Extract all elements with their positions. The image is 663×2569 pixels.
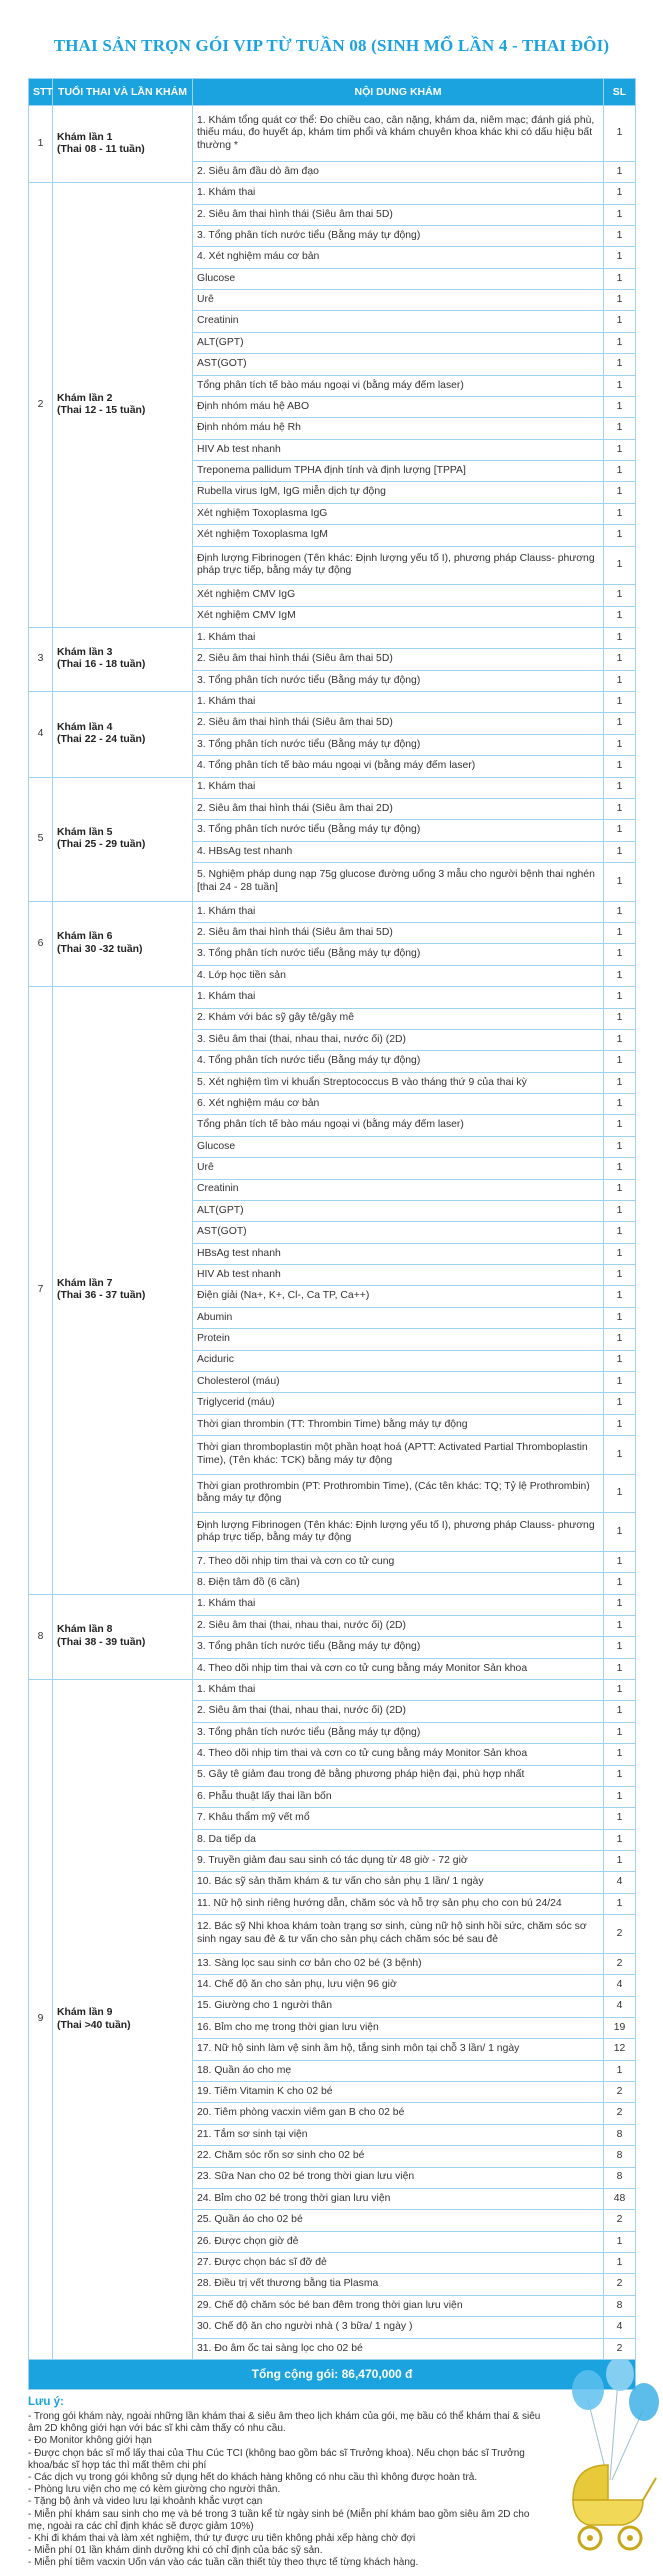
visit-weeks: (Thai 25 - 29 tuần)	[57, 839, 146, 851]
service-qty: 1	[604, 901, 636, 922]
service-item: 26. Được chọn giờ đẻ	[193, 2231, 604, 2252]
service-qty: 1	[604, 1414, 636, 1435]
service-item: Protein	[193, 1329, 604, 1350]
service-qty: 1	[604, 268, 636, 289]
service-qty: 2	[604, 2103, 636, 2124]
visit-label	[53, 183, 193, 628]
service-qty: 1	[604, 396, 636, 417]
service-qty: 2	[604, 2082, 636, 2103]
visit-name: Khám lần 1	[57, 131, 113, 143]
service-item: 14. Chế độ ăn cho sản phụ, lưu viện 96 giờ	[193, 1975, 604, 1996]
service-qty: 1	[604, 1573, 636, 1594]
service-item: Định nhóm máu hệ ABO	[193, 396, 604, 417]
service-qty: 1	[604, 627, 636, 648]
service-item: 27. Được chọn bác sĩ đỡ đẻ	[193, 2253, 604, 2274]
note-item: - Trong gói khám này, ngoài những lần khám thai & siêu âm theo lịch khám của gói, mẹ bầu có thể khám thai & siêu âm 2D không giới hạn với bác sĩ khi cảm thấy có nhu cầu.	[28, 2411, 541, 2435]
package-table	[28, 78, 636, 2390]
service-qty: 1	[604, 692, 636, 713]
notes-label: Lưu ý:	[28, 2396, 64, 2408]
service-qty: 1	[604, 2060, 636, 2081]
service-qty: 1	[604, 1200, 636, 1221]
table-row	[29, 901, 636, 922]
service-qty: 1	[604, 247, 636, 268]
service-item: 4. Tổng phân tích nước tiểu (Bằng máy tự động)	[193, 1051, 604, 1072]
service-item: 18. Quần áo cho mẹ	[193, 2060, 604, 2081]
service-qty: 2	[604, 2274, 636, 2295]
service-qty: 1	[604, 482, 636, 503]
visit-name: Khám lần 9	[57, 2007, 113, 2019]
service-qty: 1	[604, 375, 636, 396]
service-qty: 1	[604, 1179, 636, 1200]
service-item: 3. Tổng phân tích nước tiểu (Bằng máy tự động)	[193, 1637, 604, 1658]
service-qty: 1	[604, 1722, 636, 1743]
service-item: Xét nghiệm Toxoplasma IgM	[193, 525, 604, 546]
note-item: - Miễn phí tiêm vacxin Uốn ván vào các tuần cần thiết tùy theo thực tế từng khách hàng.	[28, 2557, 419, 2569]
service-item: 2. Siêu âm thai hình thái (Siêu âm thai 5D)	[193, 923, 604, 944]
service-qty: 1	[604, 1893, 636, 1914]
visit-label	[53, 692, 193, 778]
service-item: 1. Khám thai	[193, 183, 604, 204]
visit-name: Khám lần 5	[57, 826, 113, 838]
service-item: Creatinin	[193, 1179, 604, 1200]
note-item: - Được chọn bác sĩ mổ lấy thai của Thu Cúc TCI (không bao gồm bác sĩ Trưởng khoa). Nếu chọn bác sĩ Trưởng khoa/bác sĩ hợp tác thì mất thêm chi phí	[28, 2447, 525, 2471]
service-qty: 1	[604, 649, 636, 670]
visit-name: Khám lần 7	[57, 1277, 113, 1289]
visit-weeks: (Thai 36 - 37 tuần)	[57, 1290, 146, 1302]
service-qty: 1	[604, 756, 636, 777]
service-item: 2. Siêu âm thai (thai, nhau thai, nước ối) (2D)	[193, 1615, 604, 1636]
service-item: 6. Phẫu thuật lấy thai lần bốn	[193, 1786, 604, 1807]
service-item: 30. Chế độ ăn cho người nhà ( 3 bữa/ 1 ngày )	[193, 2317, 604, 2338]
service-item: 5. Nghiệm pháp dung nạp 75g glucose đường uống 3 mẫu cho người bệnh thai nghén [thai 24 - 28 tuần]	[193, 863, 604, 902]
note-item: - Các dịch vụ trong gói không sử dụng hết do khách hàng không có nhu cầu thì không được hoàn trả.	[28, 2471, 478, 2483]
service-qty: 19	[604, 2017, 636, 2038]
table-row	[29, 692, 636, 713]
service-qty: 1	[604, 1658, 636, 1679]
visit-stt: 4	[29, 692, 53, 778]
service-item: 10. Bác sỹ sản thăm khám & tư vấn cho sản phụ 1 lần/ 1 ngày	[193, 1872, 604, 1893]
service-qty: 1	[604, 311, 636, 332]
service-item: 2. Siêu âm thai (thai, nhau thai, nước ối) (2D)	[193, 1701, 604, 1722]
service-item: Aciduric	[193, 1350, 604, 1371]
service-item: Treponema pallidum TPHA định tính và định lượng [TPPA]	[193, 461, 604, 482]
service-qty: 4	[604, 1996, 636, 2017]
service-item: 3. Tổng phân tích nước tiểu (Bằng máy tự động)	[193, 820, 604, 841]
service-item: 1. Khám thai	[193, 987, 604, 1008]
service-qty: 1	[604, 1393, 636, 1414]
service-item: ALT(GPT)	[193, 1200, 604, 1221]
service-qty: 1	[604, 670, 636, 691]
service-qty: 1	[604, 461, 636, 482]
service-qty: 8	[604, 2167, 636, 2188]
service-item: Xét nghiệm CMV IgG	[193, 585, 604, 606]
visit-weeks: (Thai 38 - 39 tuần)	[57, 1636, 146, 1648]
service-qty: 1	[604, 1008, 636, 1029]
service-item: 21. Tắm sơ sinh tại viện	[193, 2124, 604, 2145]
baby-carriage-balloons-icon	[548, 2360, 663, 2560]
service-item: 4. Tổng phân tích tế bào máu ngoại vi (bằng máy đếm laser)	[193, 756, 604, 777]
visit-name: Khám lần 8	[57, 1624, 113, 1636]
service-qty: 1	[604, 525, 636, 546]
service-qty: 2	[604, 1953, 636, 1974]
total-row	[29, 2360, 636, 2390]
service-qty: 1	[604, 1072, 636, 1093]
service-qty: 1	[604, 1680, 636, 1701]
service-qty: 1	[604, 1765, 636, 1786]
service-item: HIV Ab test nhanh	[193, 439, 604, 460]
service-item: 12. Bác sỹ Nhi khoa khám toàn trạng sơ sinh, cùng nữ hộ sinh hồi sức, chăm sóc sơ sinh ngay sau đẻ & tư vấn cho sản phụ cách chăm sóc bé sau đẻ	[193, 1915, 604, 1954]
service-item: Thời gian thromboplastin một phần hoạt hoá (APTT: Activated Partial Thromboplastin Time), (Tên khác: TCK) bằng máy tự động	[193, 1436, 604, 1475]
service-qty: 1	[604, 1615, 636, 1636]
service-item: Điện giải (Na+, K+, Cl-, Ca TP, Ca++)	[193, 1286, 604, 1307]
table-header-row	[29, 79, 636, 106]
visit-name: Khám lần 6	[57, 931, 113, 943]
service-item: 3. Tổng phân tích nước tiểu (Bằng máy tự động)	[193, 670, 604, 691]
service-item: Tổng phân tích tế bào máu ngoại vi (bằng máy đếm laser)	[193, 1115, 604, 1136]
service-item: Creatinin	[193, 311, 604, 332]
header-stt: STT	[29, 79, 53, 106]
service-qty: 1	[604, 585, 636, 606]
service-qty: 8	[604, 2146, 636, 2167]
service-item: 17. Nữ hộ sinh làm vệ sinh âm hộ, tắng sinh môn tại chỗ 3 lần/ 1 ngày	[193, 2039, 604, 2060]
service-qty: 1	[604, 1371, 636, 1392]
service-item: 2. Siêu âm thai hình thái (Siêu âm thai 2D)	[193, 798, 604, 819]
service-item: 1. Khám thai	[193, 692, 604, 713]
service-qty: 1	[604, 1051, 636, 1072]
service-item: 7. Theo dõi nhịp tim thai và cơn co tử cung	[193, 1551, 604, 1572]
service-item: 4. Theo dõi nhịp tim thai và cơn co tử cung bằng máy Monitor Sản khoa	[193, 1744, 604, 1765]
service-item: 6. Xét nghiệm máu cơ bản	[193, 1094, 604, 1115]
table-row	[29, 183, 636, 204]
service-item: Glucose	[193, 1136, 604, 1157]
visit-weeks: (Thai 30 -32 tuần)	[57, 943, 143, 955]
service-qty: 1	[604, 987, 636, 1008]
service-qty: 1	[604, 1115, 636, 1136]
service-qty: 8	[604, 2124, 636, 2145]
service-qty: 1	[604, 1551, 636, 1572]
service-qty: 1	[604, 1851, 636, 1872]
service-qty: 1	[604, 225, 636, 246]
note-item: - Miễn phí khám sau sinh cho mẹ và bé trong 3 tuần kể từ ngày sinh bé (Miễn phí khám bao gồm siêu âm 2D cho mẹ, ngoài ra các chỉ định khác sẽ được giảm 10%)	[28, 2508, 530, 2532]
service-item: Thời gian prothrombin (PT: Prothrombin Time), (Các tên khác: TQ; Tỷ lệ Prothrombin) bằng máy tự động	[193, 1474, 604, 1513]
service-qty: 1	[604, 734, 636, 755]
visit-name: Khám lần 3	[57, 647, 113, 658]
visit-weeks: (Thai 12 - 15 tuần)	[57, 405, 146, 417]
service-item: 22. Chăm sóc rốn sơ sinh cho 02 bé	[193, 2146, 604, 2167]
service-qty: 1	[604, 290, 636, 311]
service-qty: 4	[604, 2317, 636, 2338]
service-qty: 1	[604, 944, 636, 965]
notes-section	[28, 2395, 548, 2569]
service-item: 2. Khám với bác sỹ gây tê/gây mê	[193, 1008, 604, 1029]
service-item: HBsAg test nhanh	[193, 1243, 604, 1264]
service-item: 1. Khám thai	[193, 777, 604, 798]
service-item: Xét nghiệm Toxoplasma IgG	[193, 503, 604, 524]
service-qty: 1	[604, 1265, 636, 1286]
service-qty: 1	[604, 439, 636, 460]
service-item: 4. HBsAg test nhanh	[193, 841, 604, 862]
visit-label	[53, 627, 193, 691]
service-item: 1. Khám tổng quát cơ thể: Đo chiều cao, cân nặng, khám da, niêm mạc; đánh giá phù, thiếu máu, đo huyết áp, khám tim phổi và khám chuyên khoa khác khi có dấu hiệu bất thường *	[193, 106, 604, 162]
service-qty: 1	[604, 1286, 636, 1307]
service-qty: 2	[604, 2210, 636, 2231]
visit-weeks: (Thai >40 tuần)	[57, 2019, 131, 2031]
service-qty: 1	[604, 1744, 636, 1765]
service-item: 4. Xét nghiệm máu cơ bản	[193, 247, 604, 268]
visit-label	[53, 1680, 193, 2360]
service-qty: 4	[604, 1872, 636, 1893]
header-content: NỘI DUNG KHÁM	[193, 79, 604, 106]
header-visit: TUỔI THAI VÀ LẦN KHÁM	[53, 79, 193, 106]
service-qty: 1	[604, 1029, 636, 1050]
service-item: 28. Điều trị vết thương bằng tia Plasma	[193, 2274, 604, 2295]
service-item: 3. Tổng phân tích nước tiểu (Bằng máy tự động)	[193, 225, 604, 246]
visit-label	[53, 901, 193, 987]
service-item: 8. Điện tâm đồ (6 cần)	[193, 1573, 604, 1594]
service-item: 2. Siêu âm thai hình thái (Siêu âm thai 5D)	[193, 204, 604, 225]
service-qty: 1	[604, 1158, 636, 1179]
service-qty: 1	[604, 503, 636, 524]
visit-weeks: (Thai 08 - 11 tuần)	[57, 144, 145, 156]
visit-stt: 8	[29, 1594, 53, 1680]
service-qty: 1	[604, 1307, 636, 1328]
service-qty: 1	[604, 965, 636, 986]
visit-label	[53, 777, 193, 901]
visit-weeks: (Thai 16 - 18 tuần)	[57, 659, 146, 671]
service-item: Định lượng Fibrinogen (Tên khác: Định lượng yếu tố I), phương pháp Clauss- phương pháp trực tiếp, bằng máy tự động	[193, 1513, 604, 1552]
service-item: Thời gian thrombin (TT: Thrombin Time) bằng máy tự động	[193, 1414, 604, 1435]
service-qty: 4	[604, 1975, 636, 1996]
service-qty: 1	[604, 161, 636, 182]
service-item: Xét nghiệm CMV IgM	[193, 606, 604, 627]
visit-stt: 1	[29, 106, 53, 183]
table-row	[29, 1594, 636, 1615]
service-qty: 1	[604, 923, 636, 944]
service-item: 3. Tổng phân tích nước tiểu (Bằng máy tự động)	[193, 944, 604, 965]
service-qty: 1	[604, 106, 636, 162]
service-qty: 1	[604, 1136, 636, 1157]
service-qty: 1	[604, 606, 636, 627]
service-item: 1. Khám thai	[193, 1680, 604, 1701]
visit-label	[53, 987, 193, 1594]
service-item: 7. Khâu thẩm mỹ vết mổ	[193, 1808, 604, 1829]
service-qty: 1	[604, 2253, 636, 2274]
page-title: THAI SẢN TRỌN GÓI VIP TỪ TUẦN 08 (SINH MỔ LẦN 4 - THAI ĐÔI)	[53, 36, 610, 55]
header-qty: SL	[604, 79, 636, 106]
note-item: - Miễn phí 01 lần khám dinh dưỡng khi có chỉ định của bác sỹ sản.	[28, 2545, 323, 2557]
service-item: 2. Siêu âm thai hình thái (Siêu âm thai 5D)	[193, 649, 604, 670]
note-item: - Khi đi khám thai và làm xét nghiệm, thứ tự được ưu tiên không phải xếp hàng chờ đợi	[28, 2532, 416, 2544]
package-total: Tổng cộng gói: 86,470,000 đ	[29, 2360, 636, 2390]
visit-stt: 7	[29, 987, 53, 1594]
visit-stt: 3	[29, 627, 53, 691]
visit-name: Khám lần 2	[57, 392, 113, 404]
service-qty: 1	[604, 1350, 636, 1371]
service-item: 13. Sàng lọc sau sinh cơ bản cho 02 bé (3 bệnh)	[193, 1953, 604, 1974]
service-item: Glucose	[193, 268, 604, 289]
service-item: 2. Siêu âm thai hình thái (Siêu âm thai 5D)	[193, 713, 604, 734]
service-item: 2. Siêu âm đầu dò âm đạo	[193, 161, 604, 182]
service-qty: 8	[604, 2295, 636, 2316]
service-item: 3. Tổng phân tích nước tiểu (Bằng máy tự động)	[193, 734, 604, 755]
visit-stt: 6	[29, 901, 53, 987]
notes-list	[28, 2411, 548, 2569]
service-qty: 2	[604, 1915, 636, 1954]
service-item: 8. Da tiếp da	[193, 1829, 604, 1850]
note-item: - Phòng lưu viện cho mẹ có kèm giường cho người thân.	[28, 2484, 281, 2496]
service-item: 3. Tổng phân tích nước tiểu (Bằng máy tự động)	[193, 1722, 604, 1743]
service-item: 15. Giường cho 1 người thân	[193, 1996, 604, 2017]
service-item: Định lượng Fibrinogen (Tên khác: Định lượng yếu tố I), phương pháp Clauss- phương pháp trực tiếp, bằng máy tự động	[193, 546, 604, 585]
service-item: Tổng phân tích tế bào máu ngoại vi (bằng máy đếm laser)	[193, 375, 604, 396]
service-qty: 1	[604, 546, 636, 585]
service-item: 5. Xét nghiệm tìm vi khuẩn Streptococcus B vào tháng thứ 9 của thai kỳ	[193, 1072, 604, 1093]
service-qty: 1	[604, 1329, 636, 1350]
visit-stt: 9	[29, 1680, 53, 2360]
service-item: 1. Khám thai	[193, 627, 604, 648]
visit-stt: 5	[29, 777, 53, 901]
service-qty: 1	[604, 1094, 636, 1115]
service-qty: 1	[604, 1222, 636, 1243]
table-row	[29, 987, 636, 1008]
service-qty: 1	[604, 1243, 636, 1264]
table-row	[29, 1680, 636, 1701]
service-item: Rubella virus IgM, IgG miễn dịch tự động	[193, 482, 604, 503]
service-qty: 1	[604, 1474, 636, 1513]
service-item: Cholesterol (máu)	[193, 1371, 604, 1392]
service-item: AST(GOT)	[193, 1222, 604, 1243]
visit-name: Khám lần 4	[57, 721, 113, 733]
service-item: 19. Tiêm Vitamin K cho 02 bé	[193, 2082, 604, 2103]
service-qty: 12	[604, 2039, 636, 2060]
service-qty: 1	[604, 354, 636, 375]
table-row	[29, 627, 636, 648]
service-item: 29. Chế độ chăm sóc bé ban đêm trong thời gian lưu viện	[193, 2295, 604, 2316]
service-item: ALT(GPT)	[193, 332, 604, 353]
service-item: 3. Siêu âm thai (thai, nhau thai, nước ối) (2D)	[193, 1029, 604, 1050]
note-item: - Đo Monitor không giới hạn	[28, 2435, 152, 2447]
service-qty: 1	[604, 1829, 636, 1850]
service-qty: 2	[604, 2338, 636, 2359]
service-item: 1. Khám thai	[193, 1594, 604, 1615]
service-qty: 1	[604, 2231, 636, 2252]
service-qty: 1	[604, 1786, 636, 1807]
service-qty: 1	[604, 204, 636, 225]
visit-stt: 2	[29, 183, 53, 628]
service-qty: 1	[604, 841, 636, 862]
service-item: Định nhóm máu hệ Rh	[193, 418, 604, 439]
service-item: 24. Bỉm cho 02 bé trong thời gian lưu viện	[193, 2188, 604, 2209]
service-item: 16. Bỉm cho mẹ trong thời gian lưu viện	[193, 2017, 604, 2038]
service-item: 25. Quần áo cho 02 bé	[193, 2210, 604, 2231]
service-qty: 1	[604, 1436, 636, 1475]
service-item: 4. Theo dõi nhịp tim thai và cơn co tử cung bằng máy Monitor Sản khoa	[193, 1658, 604, 1679]
service-item: 5. Gây tê giảm đau trong đẻ bằng phương pháp hiện đại, phù hợp nhất	[193, 1765, 604, 1786]
service-item: 20. Tiêm phòng vacxin viêm gan B cho 02 bé	[193, 2103, 604, 2124]
service-item: 9. Truyền giảm đau sau sinh có tác dụng từ 48 giờ - 72 giờ	[193, 1851, 604, 1872]
service-qty: 1	[604, 1594, 636, 1615]
service-item: Urê	[193, 290, 604, 311]
service-item: AST(GOT)	[193, 354, 604, 375]
service-qty: 1	[604, 183, 636, 204]
service-item: Triglycerid (máu)	[193, 1393, 604, 1414]
service-item: 31. Đo âm ốc tai sàng lọc cho 02 bé	[193, 2338, 604, 2359]
note-item: - Tặng bộ ảnh và video lưu lại khoảnh khắc vượt cạn	[28, 2496, 263, 2508]
service-qty: 1	[604, 1637, 636, 1658]
visit-weeks: (Thai 22 - 24 tuần)	[57, 734, 146, 746]
service-item: HIV Ab test nhanh	[193, 1265, 604, 1286]
visit-label	[53, 106, 193, 183]
service-qty: 1	[604, 777, 636, 798]
service-qty: 1	[604, 1701, 636, 1722]
service-qty: 1	[604, 820, 636, 841]
visit-label	[53, 1594, 193, 1680]
service-qty: 1	[604, 863, 636, 902]
service-item: 1. Khám thai	[193, 901, 604, 922]
service-qty: 1	[604, 1513, 636, 1552]
service-item: Abumin	[193, 1307, 604, 1328]
service-qty: 1	[604, 798, 636, 819]
table-row	[29, 777, 636, 798]
service-item: 4. Lớp học tiền sản	[193, 965, 604, 986]
service-item: 11. Nữ hộ sinh riêng hướng dẫn, chăm sóc và hỗ trợ sản phụ cho con bú 24/24	[193, 1893, 604, 1914]
service-item: 23. Sữa Nan cho 02 bé trong thời gian lưu viện	[193, 2167, 604, 2188]
service-qty: 1	[604, 713, 636, 734]
service-item: Urê	[193, 1158, 604, 1179]
table-row	[29, 106, 636, 162]
service-qty: 1	[604, 1808, 636, 1829]
service-qty: 1	[604, 418, 636, 439]
service-qty: 48	[604, 2188, 636, 2209]
service-qty: 1	[604, 332, 636, 353]
